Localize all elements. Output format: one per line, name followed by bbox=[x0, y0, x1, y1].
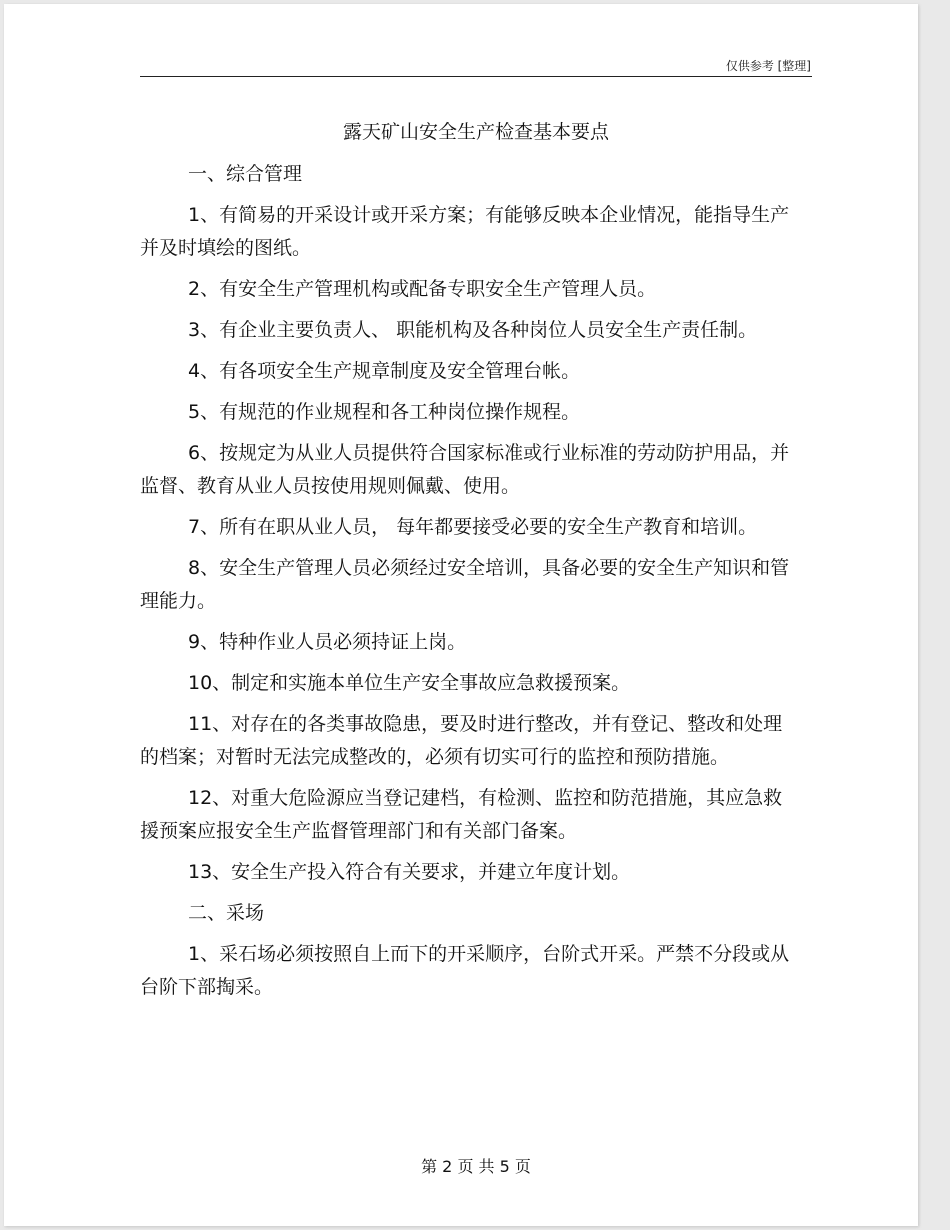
paragraph: 12、对重大危险源应当登记建档，有检测、监控和防范措施，其应急救援预案应报安全生产监督管理部门和有关部门备案。 bbox=[140, 787, 783, 842]
paragraph: 1、采石场必须按照自上而下的开采顺序，台阶式开采。严禁不分段或从台阶下部掏采。 bbox=[140, 943, 790, 998]
paragraph: 2、有安全生产管理机构或配备专职安全生产管理人员。 bbox=[188, 278, 657, 300]
header-note: 仅供参考 [整理] bbox=[725, 59, 811, 73]
paragraph: 10、制定和实施本单位生产安全事故应急救援预案。 bbox=[188, 672, 631, 694]
paragraph: 11、对存在的各类事故隐患，要及时进行整改，并有登记、整改和处理的档案；对暂时无法完成整改的，必须有切实可行的监控和预防措施。 bbox=[140, 713, 783, 768]
paragraph: 6、按规定为从业人员提供符合国家标准或行业标准的劳动防护用品，并监督、教育从业人员按使用规则佩戴、使用。 bbox=[140, 442, 790, 497]
paragraph: 9、特种作业人员必须持证上岗。 bbox=[188, 631, 467, 653]
paragraph: 1、有简易的开采设计或开采方案；有能够反映本企业情况，能指导生产并及时填绘的图纸。 bbox=[140, 204, 790, 259]
paragraph: 13、安全生产投入符合有关要求，并建立年度计划。 bbox=[188, 861, 631, 883]
paragraph: 5、有规范的作业规程和各工种岗位操作规程。 bbox=[188, 401, 581, 423]
paragraph: 8、安全生产管理人员必须经过安全培训，具备必要的安全生产知识和管理能力。 bbox=[140, 557, 790, 612]
paragraph: 7、所有在职从业人员， 每年都要接受必要的安全生产教育和培训。 bbox=[188, 516, 758, 538]
document-page bbox=[4, 4, 918, 1226]
paragraph: 4、有各项安全生产规章制度及安全管理台帐。 bbox=[188, 360, 581, 382]
document-body bbox=[140, 158, 800, 1012]
paragraph: 3、有企业主要负责人、 职能机构及各种岗位人员安全生产责任制。 bbox=[188, 319, 758, 341]
document-title: 露天矿山安全生产检查基本要点 bbox=[342, 121, 609, 143]
section-heading: 二、采场 bbox=[188, 902, 265, 924]
header-rule bbox=[140, 76, 812, 77]
page-number: 第 2 页 共 5 页 bbox=[421, 1157, 531, 1176]
section-heading: 一、综合管理 bbox=[188, 163, 303, 185]
